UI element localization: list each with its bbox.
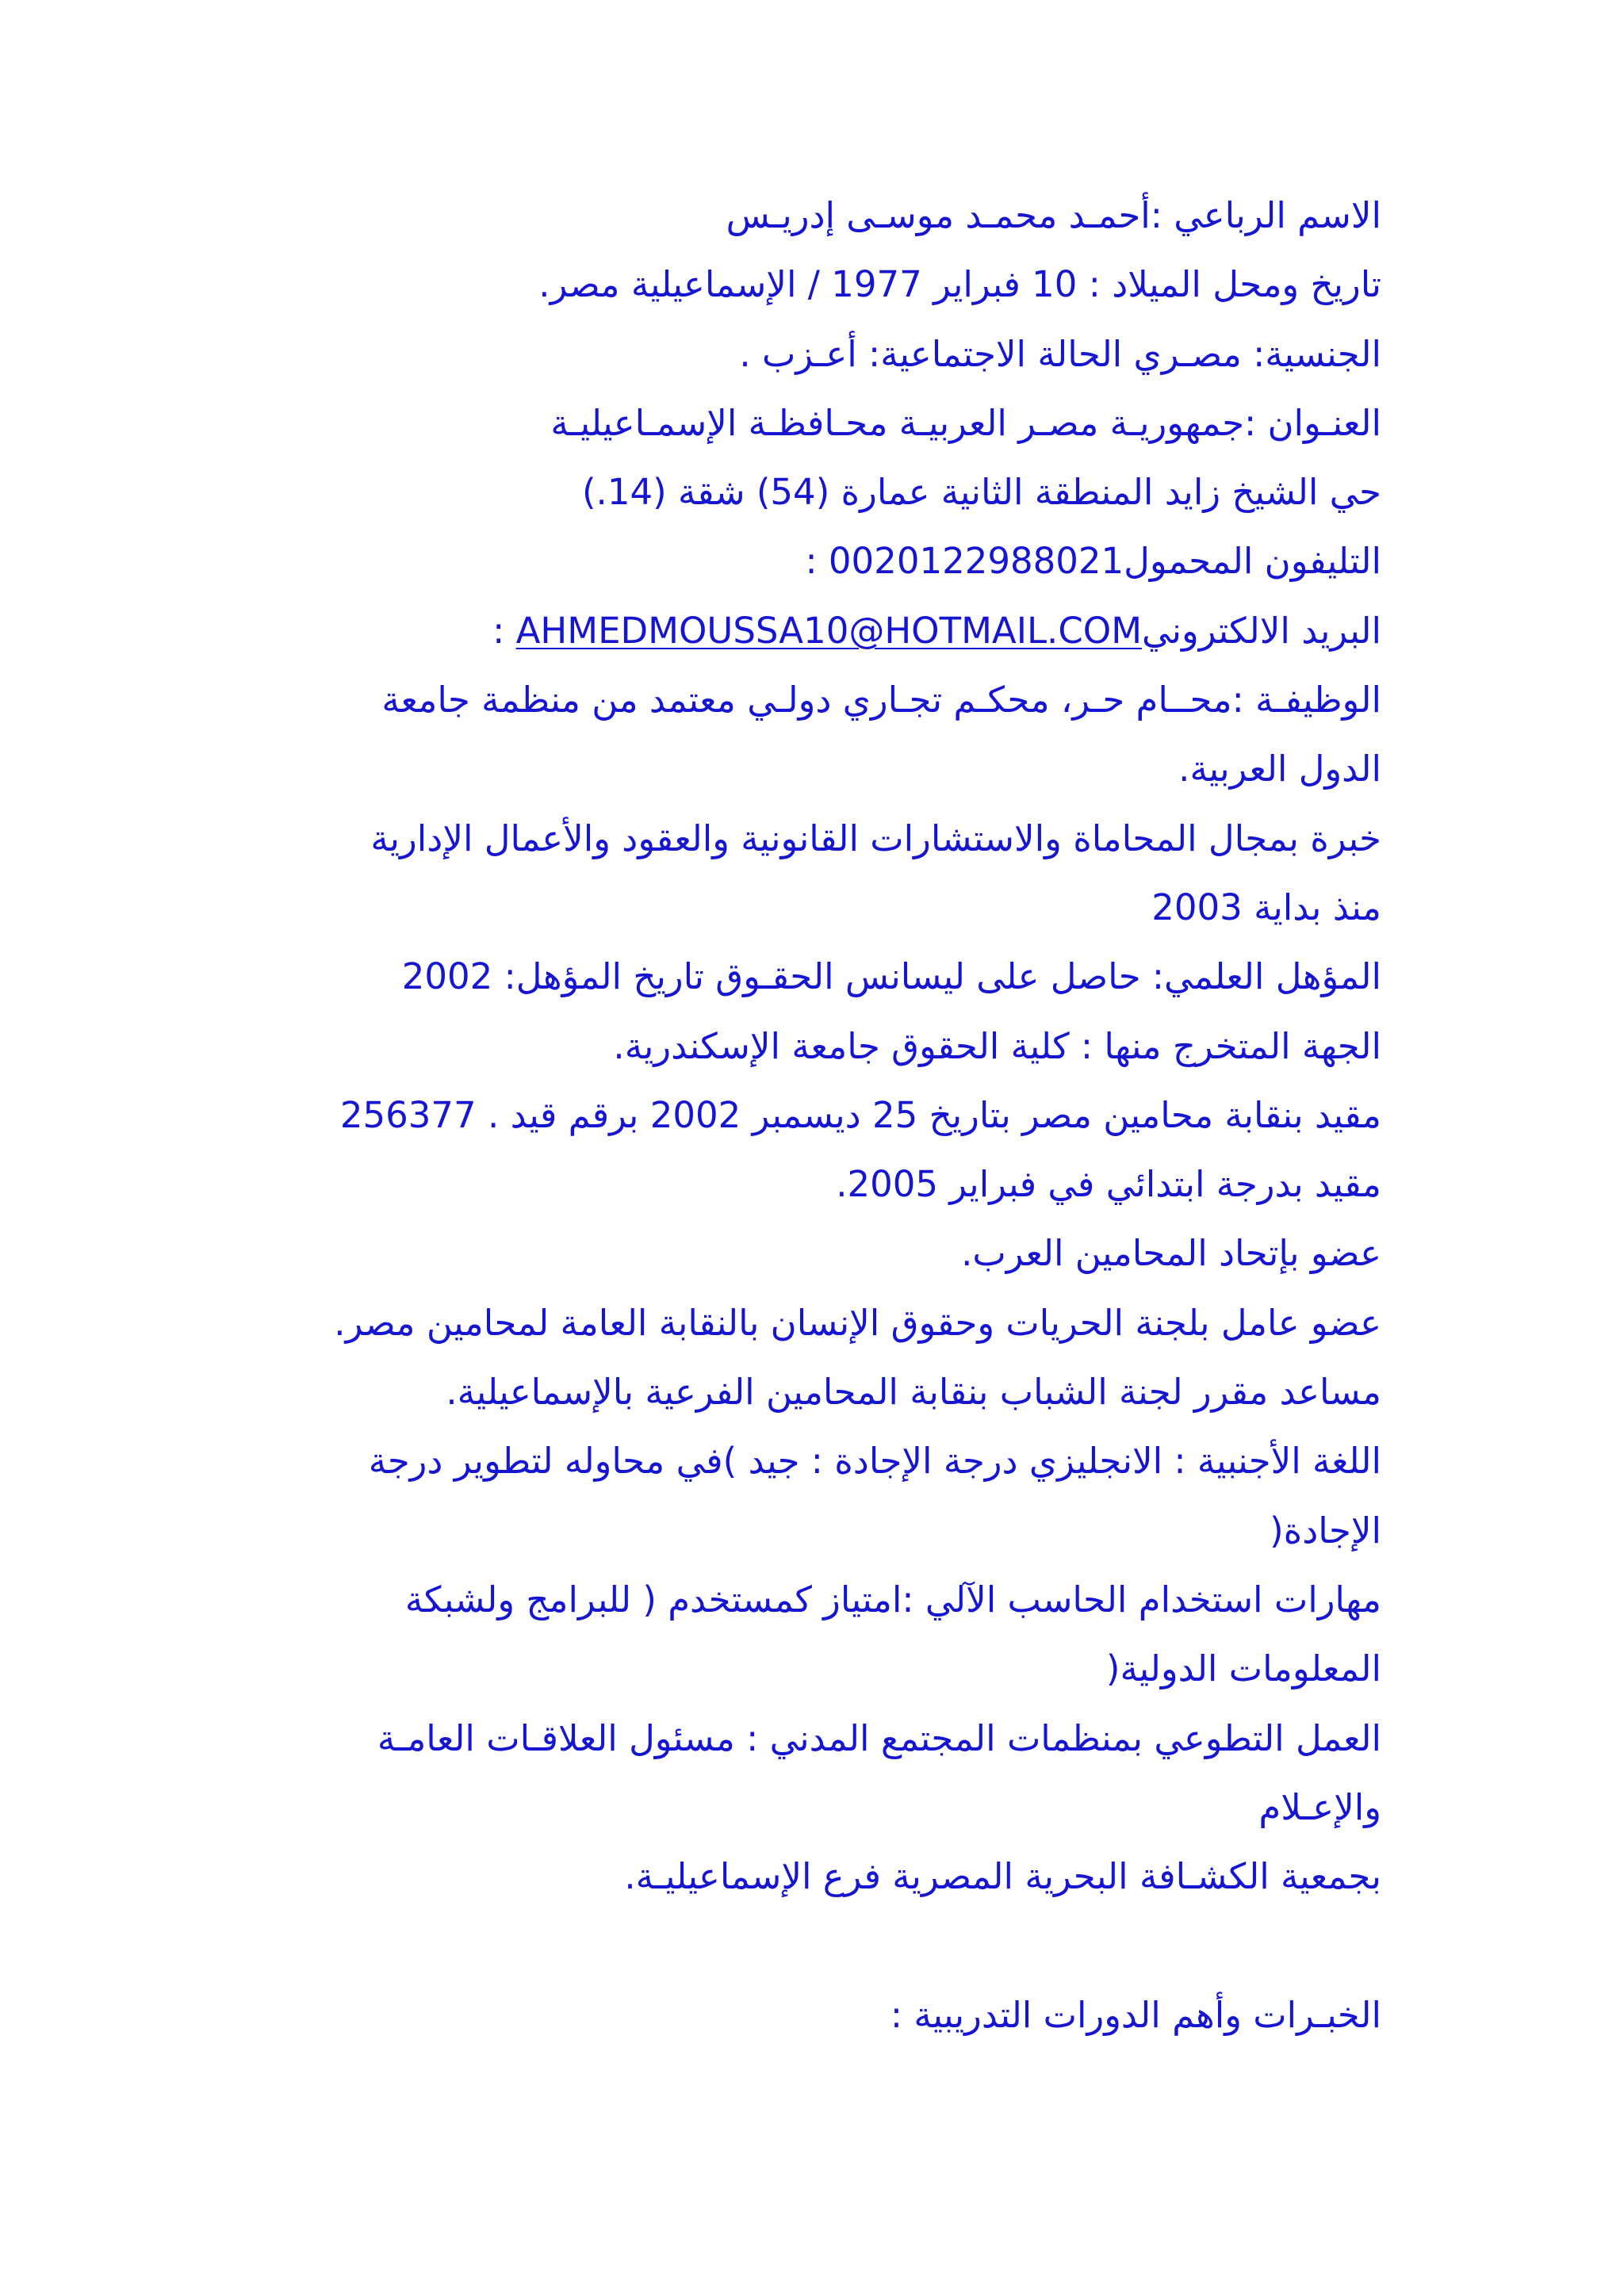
email-suffix: : [492,609,516,652]
nationality-line: الجنسية: مصـري الحالة الاجتماعية: أعـزب . [739,332,1381,375]
cv-content [192,181,1381,2049]
university-line: الجهة المتخرج منها : كلية الحقوق جامعة الإسكندرية. [613,1024,1381,1067]
language-line-2: الإجادة( [1270,1509,1381,1552]
mobile-line: التليفون المحمول0020122988021 : [805,540,1381,583]
name-line: الاسم الرباعي :أحمـد محمـد موسـى إدريـس [726,194,1381,236]
blank-line [192,1911,1381,1980]
bar-registration-line: مقيد بنقابة محامين مصر بتاريخ 25 ديسمبر 2002 برقم قيد . 256377 [339,1093,1381,1136]
language-line-1: اللغة الأجنبية : الانجليزي درجة الإجادة : جيد )في محاوله لتطوير درجة [368,1440,1381,1483]
email-label: البريد الالكتروني [1142,609,1381,652]
volunteer-line-3: بجمعية الكشـافة البحرية المصرية فرع الإسماعيليـة. [624,1855,1381,1898]
degree-line: المؤهل العلمي: حاصل على ليسانس الحقـوق تاريخ المؤهل: 2002 [401,955,1381,998]
computer-line-2: المعلومات الدولية( [1105,1647,1381,1690]
experience-line-1: خبرة بمجال المحاماة والاستشارات القانونية والعقود والأعمال الإدارية [370,817,1381,859]
job-line-2: الدول العربية. [1178,748,1381,790]
trainings-heading: الخبـرات وأهم الدورات التدريبية : [890,1993,1381,2036]
email-link[interactable]: AHMEDMOUSSA10@HOTMAIL.COM [515,609,1143,652]
job-line-1: الوظيفـة :محــام حـر، محكـم تجـاري دولـي معتمد من منظمة جامعة [381,679,1381,721]
computer-line-1: مهارات استخدام الحاسب الآلي :امتياز كمستخدم ( للبرامج ولشبكة [404,1578,1381,1621]
youth-committee-line: مساعد مقرر لجنة الشباب بنقابة المحامين الفرعية بالإسماعيلية. [446,1371,1381,1414]
primary-degree-line: مقيد بدرجة ابتدائي في فبراير 2005. [836,1163,1381,1206]
rights-committee-line: عضو عامل بلجنة الحريات وحقوق الإنسان بالنقابة العامة لمحامين مصر. [334,1301,1381,1344]
address-line-1: العنـوان :جمهوريـة مصـر العربيـة محـافظـة الإسمـاعيليـة [550,401,1381,444]
volunteer-line-1: العمل التطوعي بمنظمات المجتمع المدني : مسئول العلاقـات العامـة [377,1716,1381,1759]
address-line-2: حي الشيخ زايد المنطقة الثانية عمارة (54) شقة (14.) [581,471,1381,514]
email-line [192,596,1381,665]
experience-line-2: منذ بداية 2003 [1151,886,1381,928]
birth-line: تاريخ ومحل الميلاد : 10 فبراير 1977 / الإسماعيلية مصر. [538,263,1381,306]
arab-lawyers-line: عضو بإتحاد المحامين العرب. [961,1232,1381,1275]
volunteer-line-2: والإعـلام [1258,1785,1381,1828]
